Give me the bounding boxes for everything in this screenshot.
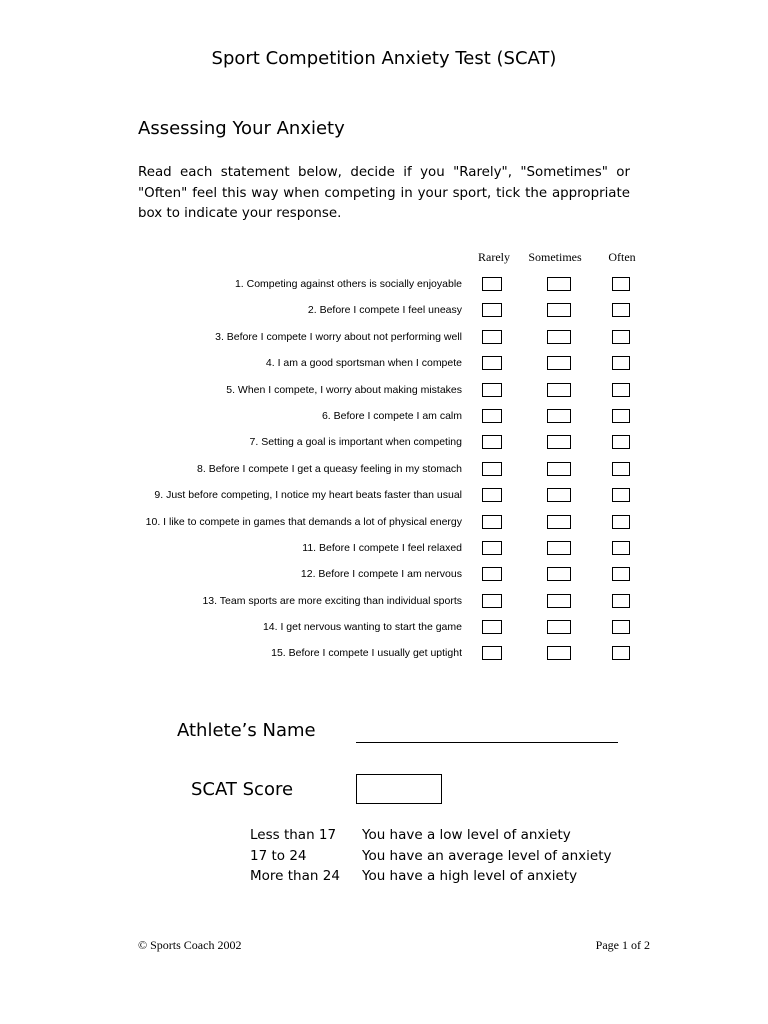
checkbox-rarely[interactable] — [482, 488, 502, 502]
checkbox-often[interactable] — [612, 541, 630, 555]
question-row — [100, 509, 660, 535]
checkbox-rarely[interactable] — [482, 435, 502, 449]
question-row — [100, 271, 660, 297]
question-text: 8. Before I compete I get a queasy feeling in my stomach — [197, 462, 462, 475]
question-row — [100, 588, 660, 614]
checkbox-sometimes[interactable] — [547, 620, 571, 634]
checkbox-sometimes[interactable] — [547, 435, 571, 449]
footer-page-number: Page 1 of 2 — [595, 938, 650, 952]
checkbox-often[interactable] — [612, 515, 630, 529]
checkbox-rarely[interactable] — [482, 515, 502, 529]
scoring-legend — [250, 825, 612, 887]
question-text: 6. Before I compete I am calm — [321, 409, 462, 422]
checkbox-sometimes[interactable] — [547, 330, 571, 344]
scoring-meaning: You have an average level of anxiety — [362, 847, 612, 864]
checkbox-sometimes[interactable] — [547, 594, 571, 608]
checkbox-rarely[interactable] — [482, 409, 502, 423]
athlete-name-label: Athlete’s Name — [177, 720, 316, 741]
question-row — [100, 403, 660, 429]
checkbox-rarely[interactable] — [482, 462, 502, 476]
question-row — [100, 535, 660, 561]
question-row — [100, 640, 660, 666]
column-header-often: Often — [608, 250, 636, 264]
scoring-meaning: You have a low level of anxiety — [362, 827, 571, 843]
checkbox-often[interactable] — [612, 646, 630, 660]
question-row — [100, 324, 660, 350]
checkbox-often[interactable] — [612, 594, 630, 608]
question-text: 1. Competing against others is socially enjoyable — [234, 278, 462, 290]
checkbox-sometimes[interactable] — [547, 488, 571, 502]
checkbox-rarely[interactable] — [482, 303, 502, 317]
scoring-range: 17 to 24 — [250, 847, 307, 864]
question-text: 7. Setting a goal is important when competing — [249, 436, 462, 449]
checkbox-sometimes[interactable] — [547, 646, 571, 660]
checkbox-sometimes[interactable] — [547, 383, 571, 397]
question-text: 13. Team sports are more exciting than individual sports — [202, 594, 462, 607]
question-text: 11. Before I compete I feel relaxed — [302, 541, 462, 554]
question-row — [100, 614, 660, 640]
scoring-row — [250, 846, 612, 867]
checkbox-rarely[interactable] — [482, 646, 502, 660]
question-text: 10. I like to compete in games that demands a lot of physical energy — [145, 515, 462, 528]
checkbox-sometimes[interactable] — [547, 515, 571, 529]
checkbox-rarely[interactable] — [482, 594, 502, 608]
question-row — [100, 377, 660, 403]
question-text: 5. When I compete, I worry about making mistakes — [226, 383, 462, 396]
checkbox-often[interactable] — [612, 330, 630, 344]
checkbox-often[interactable] — [612, 303, 630, 317]
scoring-row — [250, 825, 612, 846]
scoring-row — [250, 866, 612, 887]
section-heading: Assessing Your Anxiety — [138, 118, 345, 139]
checkbox-rarely[interactable] — [482, 277, 502, 291]
checkbox-sometimes[interactable] — [547, 541, 571, 555]
checkbox-often[interactable] — [612, 462, 630, 476]
checkbox-rarely[interactable] — [482, 383, 502, 397]
checkbox-often[interactable] — [612, 567, 630, 581]
scat-score-label: SCAT Score — [191, 779, 294, 800]
scat-score-field[interactable] — [356, 774, 442, 804]
footer-copyright: © Sports Coach 2002 — [138, 938, 242, 952]
checkbox-sometimes[interactable] — [547, 462, 571, 476]
checkbox-often[interactable] — [612, 620, 630, 634]
question-row — [100, 456, 660, 482]
scoring-meaning: You have a high level of anxiety — [362, 868, 578, 884]
question-row — [100, 482, 660, 508]
question-text: 9. Just before competing, I notice my heart beats faster than usual — [154, 489, 462, 502]
checkbox-rarely[interactable] — [482, 356, 502, 370]
checkbox-often[interactable] — [612, 409, 630, 423]
question-text: 12. Before I compete I am nervous — [300, 568, 462, 581]
instructions-paragraph: Read each statement below, decide if you "Rarely", "Sometimes" or "Often" feel this way when competing in your sport, tick the appropriate box to indicate your response. — [138, 165, 630, 221]
checkbox-rarely[interactable] — [482, 330, 502, 344]
checkbox-often[interactable] — [612, 435, 630, 449]
column-header-sometimes: Sometimes — [528, 250, 582, 264]
checkbox-rarely[interactable] — [482, 541, 502, 555]
question-text: 3. Before I compete I worry about not performing well — [215, 330, 462, 343]
question-row — [100, 297, 660, 323]
question-row — [100, 561, 660, 587]
checkbox-rarely[interactable] — [482, 567, 502, 581]
checkbox-sometimes[interactable] — [547, 356, 571, 370]
question-text: 15. Before I compete I usually get uptight — [271, 647, 462, 660]
question-text: 2. Before I compete I feel uneasy — [307, 304, 462, 317]
scoring-range: More than 24 — [250, 868, 340, 884]
question-text: 4. I am a good sportsman when I compete — [265, 357, 462, 370]
athlete-name-field[interactable] — [356, 742, 618, 743]
document-title: Sport Competition Anxiety Test (SCAT) — [211, 48, 557, 69]
checkbox-often[interactable] — [612, 277, 630, 291]
checkbox-often[interactable] — [612, 356, 630, 370]
checkbox-rarely[interactable] — [482, 620, 502, 634]
question-text: 14. I get nervous wanting to start the game — [262, 621, 462, 634]
checkbox-often[interactable] — [612, 383, 630, 397]
checkbox-sometimes[interactable] — [547, 567, 571, 581]
checkbox-sometimes[interactable] — [547, 277, 571, 291]
scoring-range: Less than 17 — [250, 827, 337, 843]
questionnaire — [100, 271, 660, 667]
checkbox-sometimes[interactable] — [547, 303, 571, 317]
checkbox-sometimes[interactable] — [547, 409, 571, 423]
question-row — [100, 350, 660, 376]
column-header-rarely: Rarely — [478, 250, 510, 264]
checkbox-often[interactable] — [612, 488, 630, 502]
question-row — [100, 429, 660, 455]
